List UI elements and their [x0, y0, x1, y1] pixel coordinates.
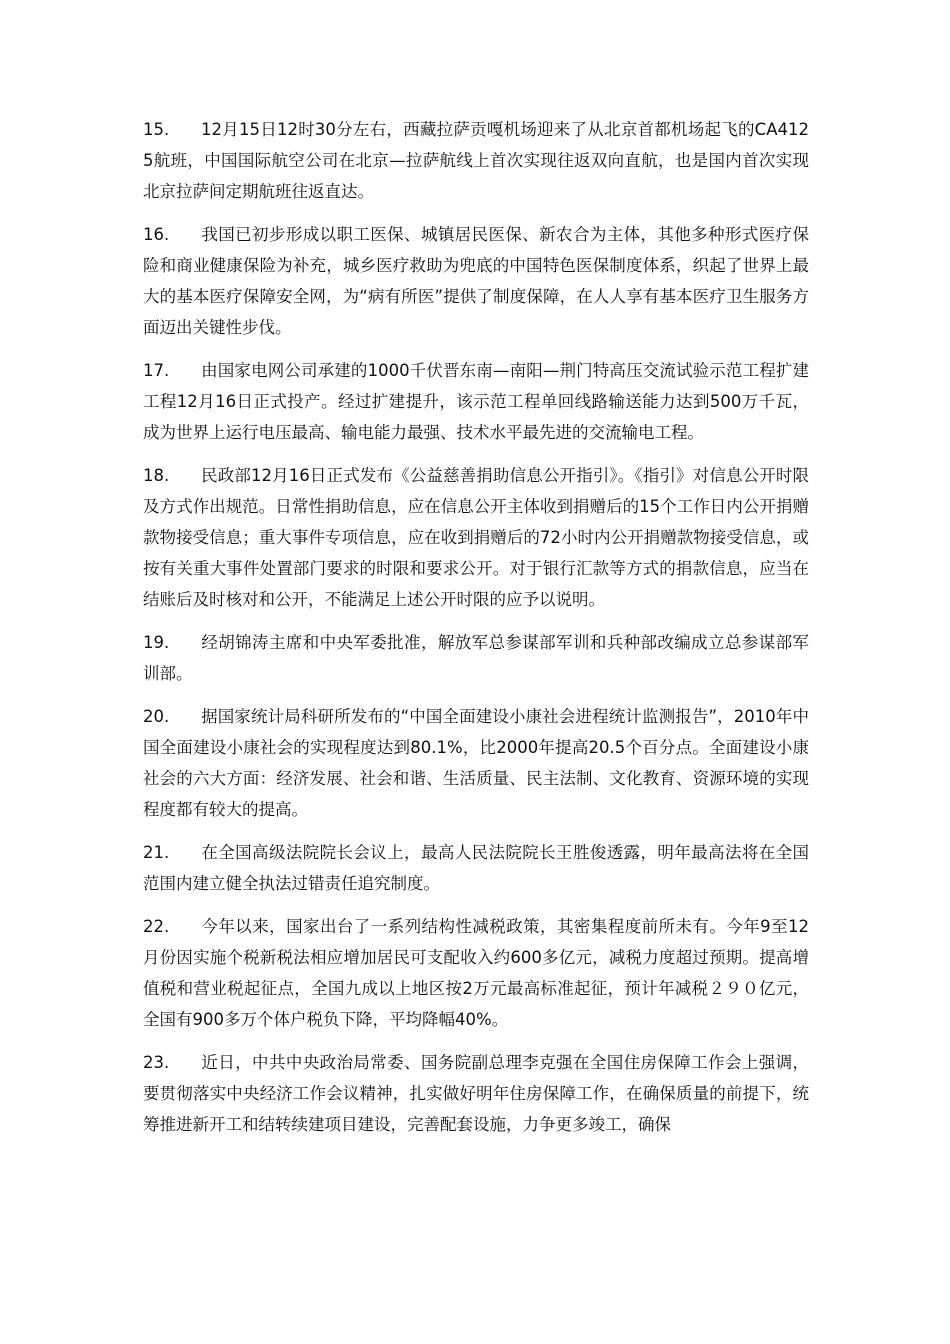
item-text: 据国家统计局科研所发布的“中国全面建设小康社会进程统计监测报告”，2010年中国全面建设小康社会的实现程度达到80.1%，比2000年提高20.5个百分点。全面建设小康社会的六大方面：经济发展、社会和谐、生活质量、民主法制、文化教育、资源环境的实现程度都有较大的提高。 — [143, 707, 809, 819]
item-number: 15. — [143, 120, 170, 139]
item-text: 经胡锦涛主席和中央军委批准，解放军总参谋部军训和兵种部改编成立总参谋部军训部。 — [143, 633, 809, 683]
item-number: 19. — [143, 633, 170, 652]
item-text: 我国已初步形成以职工医保、城镇居民医保、新农合为主体，其他多种形式医疗保险和商业健康保险为补充，城乡医疗救助为兜底的中国特色医保制度体系，织起了世界上最大的基本医疗保障安全网，为“病有所医”提供了制度保障，在人人享有基本医疗卫生服务方面迈出关键性步伐。 — [143, 225, 809, 337]
list-item — [143, 114, 809, 207]
item-number: 18. — [143, 466, 170, 485]
document-body — [143, 114, 809, 1152]
item-number: 17. — [143, 361, 170, 380]
item-text: 民政部12月16日正式发布《公益慈善捐助信息公开指引》。《指引》对信息公开时限及方式作出规范。日常性捐助信息，应在信息公开主体收到捐赠后的15个工作日内公开捐赠款物接受信息；重大事件专项信息，应在收到捐赠后的72小时内公开捐赠款物接受信息，或按有关重大事件处置部门要求的时限和要求公开。对于银行汇款等方式的捐款信息，应当在结账后及时核对和公开，不能满足上述公开时限的应予以说明。 — [143, 466, 809, 609]
item-text: 由国家电网公司承建的1000千伏晋东南—南阳—荆门特高压交流试验示范工程扩建工程12月16日正式投产。经过扩建提升，该示范工程单回线路输送能力达到500万千瓦，成为世界上运行电压最高、输电能力最强、技术水平最先进的交流输电工程。 — [143, 361, 809, 442]
list-item — [143, 701, 809, 825]
list-item — [143, 911, 809, 1035]
list-item — [143, 837, 809, 899]
item-number: 20. — [143, 707, 170, 726]
item-number: 22. — [143, 917, 170, 936]
item-text: 12月15日12时30分左右，西藏拉萨贡嘎机场迎来了从北京首都机场起飞的CA4125航班，中国国际航空公司在北京—拉萨航线上首次实现往返双向直航，也是国内首次实现北京拉萨间定期航班往返直达。 — [143, 120, 809, 201]
item-text: 在全国高级法院院长会议上，最高人民法院院长王胜俊透露，明年最高法将在全国范围内建立健全执法过错责任追究制度。 — [143, 843, 809, 893]
list-item — [143, 355, 809, 448]
item-number: 23. — [143, 1053, 170, 1072]
item-number: 21. — [143, 843, 170, 862]
list-item — [143, 1047, 809, 1140]
item-number: 16. — [143, 225, 170, 244]
list-item — [143, 627, 809, 689]
item-text: 近日，中共中央政治局常委、国务院副总理李克强在全国住房保障工作会上强调，要贯彻落实中央经济工作会议精神，扎实做好明年住房保障工作，在确保质量的前提下，统筹推进新开工和结转续建项目建设，完善配套设施，力争更多竣工，确保 — [143, 1053, 809, 1134]
list-item — [143, 460, 809, 615]
list-item — [143, 219, 809, 343]
item-text: 今年以来，国家出台了一系列结构性减税政策，其密集程度前所未有。今年9至12月份因实施个税新税法相应增加居民可支配收入约600多亿元，减税力度超过预期。提高增值税和营业税起征点，全国九成以上地区按2万元最高标准起征，预计年减税２９０亿元，全国有900多万个体户税负下降，平均降幅40%。 — [143, 917, 809, 1029]
